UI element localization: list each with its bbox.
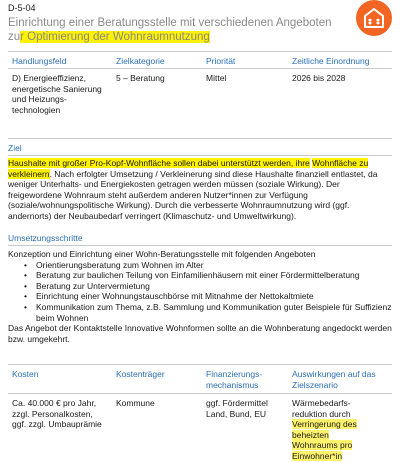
divider <box>8 364 392 365</box>
umsetzung-intro: Konzeption und Einrichtung einer Wohn-Beratungsstelle mit folgenden Angeboten <box>8 249 316 259</box>
ziel-highlight-2: Wohnfläche zu verkleinern <box>8 158 369 179</box>
title-line-1: Einrichtung einer Beratungsstelle mit verschiedenen Angeboten <box>8 17 332 29</box>
header-handlungsfeld: Handlungsfeld <box>12 56 67 66</box>
divider <box>8 68 392 69</box>
impact-highlight: Verringerung des beheizten Wohnraums pro Einwohner*in <box>292 419 357 461</box>
header-zielkategorie: Zielkategorie <box>116 56 165 66</box>
document-code: D-5-04 <box>8 3 36 13</box>
divider <box>8 393 392 394</box>
divider <box>8 245 392 246</box>
ziel-text <box>8 158 392 222</box>
umsetzung-outro: Das Angebot der Kontaktstelle Innovative Wohnformen sollte an die Wohnberatung angedockt werden bzw. umgekehrt. <box>8 323 392 344</box>
divider <box>8 138 392 139</box>
list-item: • Einrichtung einer Wohnungstauschbörse mit Mitnahme der Nettokaltmiete <box>22 291 392 302</box>
header-prioritaet: Priorität <box>206 56 236 66</box>
section-label-umsetzung: Umsetzungsschritte <box>8 233 83 243</box>
value-finanzierung: ggf. Fördermittel Land, Bund, EU <box>206 398 268 419</box>
value-kosten: Ca. 40.000 € pro Jahr, zzgl. Personalkosten, ggf. zzgl. Umbauprämie <box>12 398 102 430</box>
ziel-highlight-1: Haushalte mit großer Pro-Kopf-Wohnfläche sollen dabei unterstützt werden, ihre <box>8 158 310 168</box>
list-item: • Beratung zur Untervermietung <box>22 281 392 292</box>
header-kosten: Kosten <box>12 369 39 379</box>
umsetzung-block <box>8 249 392 344</box>
ziel-rest: . Nach erfolgter Umsetzung / Verkleinerung sind diese Haushalte finanziell entlastet, da weniger Unterhalts- und Energiekosten getragen werden müssen (soziale Wirkung). Der freigewordene Wohnraum steht außerdem anderen Nutzer*innen zur Verfügung (soziale/wohnungspolitische Wirkung). Durch die verbesserte Wohnraumnutzung wird (ggf. andernorts) der Neubaubedarf verringert (Klimaschutz- und Umweltwirkung). <box>8 168 378 221</box>
value-zielkategorie: 5 – Beratung <box>116 73 165 83</box>
value-auswirkungen <box>292 398 376 462</box>
house-resize-icon <box>356 0 392 36</box>
page-title <box>8 16 338 44</box>
list-item: • Kommunikation zum Thema, z.B. Sammlung und Kommunikation guter Beispiele für Suffizienz beim Wohnen <box>22 302 392 323</box>
title-prefix: zu <box>8 31 21 43</box>
header-auswirkungen: Auswirkungen auf das Zielszenario <box>292 369 376 390</box>
divider <box>8 51 392 52</box>
title-line-2 <box>8 30 338 44</box>
value-zeitliche-einordnung: 2026 bis 2028 <box>292 73 346 83</box>
value-handlungsfeld: D) Energieeffizienz, energetische Sanierung und Heizungs-technologien <box>12 73 102 115</box>
value-prioritaet: Mittel <box>206 73 227 83</box>
header-kostentraeger: Kostenträger <box>116 369 165 379</box>
header-zeitliche-einordnung: Zeitliche Einordnung <box>292 56 370 66</box>
impact-plain: Wärmebedarfs-reduktion durch <box>292 398 351 419</box>
umsetzung-list <box>22 260 392 324</box>
divider <box>8 155 392 156</box>
value-kostentraeger: Kommune <box>116 398 155 408</box>
header-finanzierungsmechanismus: Finanzierungs-mechanismus <box>206 369 263 390</box>
list-item: • Beratung zur baulichen Teilung von Einfamilienhäusern mit einer Fördermittelberatung <box>22 270 392 281</box>
title-highlight: r Optimierung der Wohnraumnutzung <box>20 31 210 43</box>
section-label-ziel: Ziel <box>8 143 22 153</box>
list-item: • Orientierungsberatung zum Wohnen im Alter <box>22 260 392 271</box>
